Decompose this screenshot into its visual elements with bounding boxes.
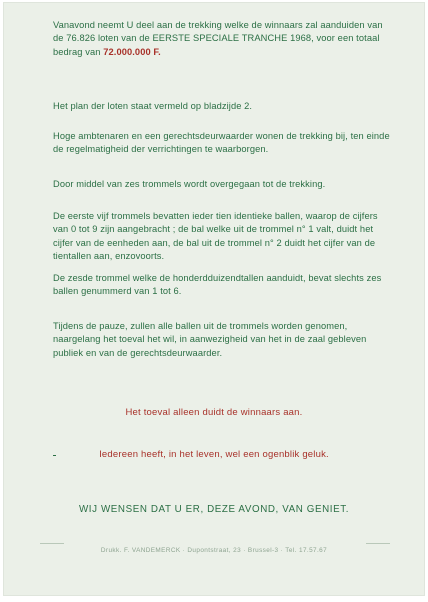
luck-slogan: Iedereen heeft, in het leven, wel een ogenblik geluk. — [99, 449, 329, 460]
first-five-drums-paragraph: De eerste vijf trommels bevatten ieder tien identieke ballen, waarop de cijfers van 0 tot 9 zijn aangebracht ; de bal welke uit de trommel n° 1 valt, duidt het cijfer van de eenheden aan, de bal uit de trommel n° 2 duidt het cijfer van de tientallen aan, enzovoorts. — [53, 211, 378, 262]
intro-paragraph — [53, 19, 391, 59]
drums-paragraph: Door middel van zes trommels wordt overgegaan tot de trekking. — [53, 179, 326, 189]
officials-paragraph: Hoge ambtenaren en een gerechtsdeurwaarder wonen de trekking bij, ten einde de regelmatigheid der verrichtingen te waarborgen. — [53, 131, 390, 155]
pause-paragraph: Tijdens de pauze, zullen alle ballen uit de trommels worden genomen, naargelang het toeval het wil, in aanwezigheid van het in de zaal gebleven publiek en van de gerechtsdeurwaarder. — [53, 321, 367, 358]
prize-plan-paragraph: Het plan der loten staat vermeld op bladzijde 2. — [53, 101, 253, 111]
printer-imprint: Drukk. F. VANDEMERCK · Dupontstraat, 23 · Brussel-3 · Tel. 17.57.67 — [100, 547, 328, 554]
sixth-drum-paragraph: De zesde trommel welke de honderdduizendtallen aanduidt, bevat slechts zes ballen genummerd van 1 tot 6. — [53, 273, 382, 297]
intro-text: Vanavond neemt U deel aan de trekking welke de winnaars zal aanduiden van de 76.826 loten van de EERSTE SPECIALE TRANCHE 1968, voor een totaal bedrag van — [53, 20, 383, 57]
closing-wish: WIJ WENSEN DAT U ER, DEZE AVOND, VAN GENIET. — [78, 504, 350, 515]
footer-rule-left — [40, 543, 64, 544]
total-amount: 72.000.000 F. — [103, 46, 161, 57]
footer-rule-right — [366, 543, 390, 544]
program-page — [3, 2, 425, 596]
chance-slogan: Het toeval alleen duidt de winnaars aan. — [125, 407, 303, 418]
